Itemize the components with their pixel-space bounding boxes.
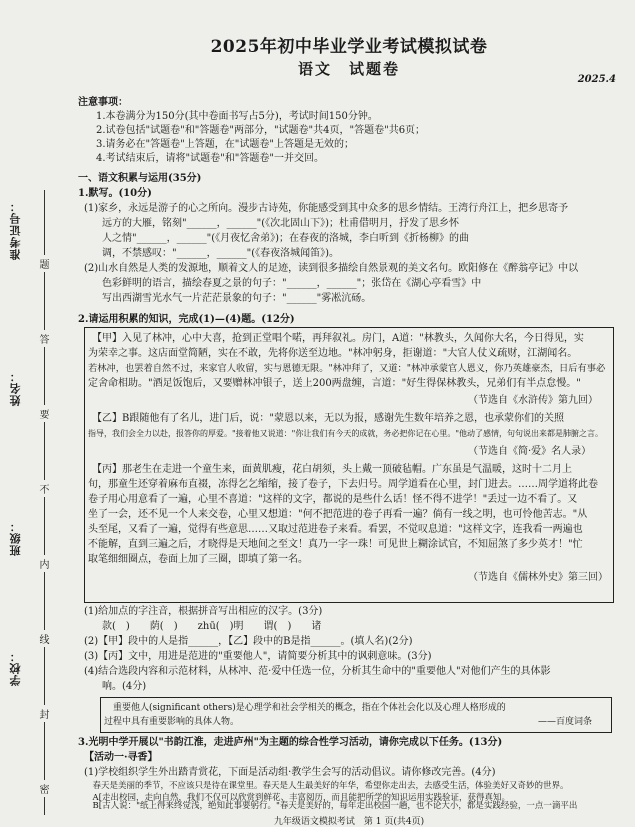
passage-bing-line: 取笔细细圈点，卷面上加了三圈，即填了第一名。: [88, 554, 308, 565]
definition-line: 重要他人(significant others)是心理学和社会学相关的概念，指在个体社会化以及心理人格形成的: [104, 703, 506, 713]
passage-bing-line: 不能解，直到三遍之后，才晓得是天地间之至文！真乃一字一珠！可见世上糊涂试官，不知屈煞了多少英才！"忙: [88, 539, 583, 550]
activity-heading: 【活动一·寻香】: [84, 752, 158, 763]
sub-question: (1)给加点的字注音，根据拼音写出相应的汉字。(3分): [84, 606, 323, 617]
seal-char: 线: [39, 630, 50, 647]
passage-jia-line: 定舍命相助。"酒足饭饱后，又要赠林冲银子，送上200两盘缠，言道："好生得保林教头，兄弟们有半点怠慢。": [88, 378, 581, 389]
question-heading: 3.光明中学开展以"书韵江淮，走进庐州"为主题的综合性学习活动，请你完成以下任务。(13分): [78, 737, 503, 748]
question-heading: 1.默写。(10分): [78, 188, 152, 199]
seal-char: 题: [39, 255, 50, 272]
binding-field-class: 班级：: [9, 520, 22, 556]
passage-yi-line: 指导，我们会全力以赴，报答你的厚爱。"接着他又说道："你让我们有今天的成就，务必把你记在心里。"他动了感情，句句说出来都是肺腑之言。: [88, 429, 604, 438]
passage-jia-line: 为荣幸之事。这店面堂简陋，实在不敢，先将你送至边地。"林冲躬身，拒谢道："大官人仗义疏财，江湖闻名。: [88, 348, 578, 359]
notice-heading: 注意事项：: [78, 97, 128, 108]
seal-char: 封: [39, 705, 50, 722]
sub-question: 款( ) 荫( ) zhū( )明 谓( ) 诸: [102, 621, 322, 632]
binding-field-school: 学校：: [9, 650, 22, 686]
sub-question: (4)结合选段内容和示范材料，从林冲、范·爱中任选一位，分析其生命中的"重要他人"对他们产生的具体影: [84, 666, 551, 677]
binding-margin: [0, 190, 72, 820]
q1-line: (2)山水自然是人类的发源地，顺着文人的足迹，读到很多描绘自然景观的美文名句。欧阳修在《醉翁亭记》中以: [84, 263, 579, 274]
passage-bing-line: 卷子用心用意看了一遍，心里不喜道："这样的文字，都说的是些什么话！怪不得不进学！"丢过一边不看了。又: [88, 494, 578, 505]
definition-source: ——百度词条: [538, 717, 593, 727]
activity-line: B[古人说："纸上得来终觉浅，绝知此事要躬行。"春天是美好的，每年走出校园一趟，也不论大小，都是实践经验，一点一滴平出: [84, 801, 578, 811]
exam-date: 2025.4: [577, 74, 616, 85]
definition-line: 过程中具有重要影响的具体人物。: [104, 717, 240, 727]
binding-field-exam-number: 准考证号：: [9, 200, 22, 260]
notice-item: 1.本卷满分为150分(其中卷面书写占5分)，考试时间150分钟。: [96, 111, 378, 122]
passage-jia-line: 若林冲，也罢着自然不过，来家官人收留，实与恩德无限。"林冲拜了，又道："林冲承蒙官人恩义，你乃英雄豪杰，日后有事必: [88, 363, 606, 374]
sub-question: (2)【甲】段中的人是指______，【乙】段中的B是指______。(填人名)(2分): [84, 636, 413, 647]
question-heading: 2.请运用积累的知识，完成(1)—(4)题。(12分): [78, 314, 295, 325]
seal-char: 密: [39, 780, 50, 797]
passage-yi-line: 【乙】B跟随他有了名儿，进门后，说："蒙恩以来，无以为报，感谢先生数年培养之恩，也承蒙你们的关照: [92, 413, 564, 424]
passage-source: （节选自《儒林外史》第三回）: [468, 572, 608, 583]
exam-title: 2025年初中毕业学业考试模拟试卷: [210, 37, 488, 57]
seal-char: 要: [39, 405, 50, 422]
passage-source: （节选自《水浒传》第九回）: [468, 395, 598, 406]
seal-char: 内: [39, 555, 50, 572]
q1-line: 调，不禁感叹："______，______"(《春夜洛城闻笛》)。: [102, 248, 340, 259]
sub-question: 响。(4分): [102, 681, 147, 692]
notice-item: 3.请务必在"答题卷"上答题，在"试题卷"上答题是无效的；: [96, 139, 354, 150]
q1-line: 色彩鲜明的语言，描绘春夏之景的句子："______，______"；张岱在《湖心亭看雪》中: [102, 278, 482, 289]
notice-item: 2.试卷包括"试题卷"和"答题卷"两部分，"试题卷"共4页，"答题卷"共6页；: [96, 125, 426, 136]
activity-line: A[走出校园，走向自然，我们不仅可以欣赏到鲜花、丰富阅历，而且能把所学的知识运用实践验证，获得真知。: [84, 793, 510, 803]
q1-line: 远方的大雁，铭刻"______，______"(《次北固山下》)；杜甫借明月，抒发了思乡怀: [102, 218, 460, 229]
passage-source: （节选自《简·爱》名人录）: [468, 446, 592, 457]
sub-question: (3)【丙】文中，用进是范进的"重要他人"，请简要分析其中的讽刺意味。(3分): [84, 651, 432, 662]
passage-jia-line: 【甲】入见了林冲，心中大喜，抢到正堂唱个喏，再拜叙礼。房门，A道："林教头，久闻你大名，今日得见，实: [92, 333, 584, 344]
activity-line: (1)学校组织学生外出踏青赏花，下面是活动组·教学生会写的活动倡议。请你修改完善。(4分): [84, 767, 496, 778]
section-heading: 一、语文积累与运用(35分): [78, 173, 202, 184]
q1-line: 人之情"______，______"(《月夜忆舍弟》)；在春夜的洛城，李白听到《折杨柳》的曲: [102, 233, 470, 244]
passage-bing-line: 坐了一会，还不见一个人来交卷，心里又想道："何不把范进的卷子再看一遍？倘有一线之明，也可怜他苦志。"从: [88, 509, 588, 520]
passage-bing-line: 旬，那童生还穿着麻布直裰，冻得乞乞缩缩，接了卷子，下去归号。周学道看在心里，封门进去。……周学道将此卷: [88, 479, 598, 490]
page-footer: 九年级语文模拟考试 第 1 页(共4页): [273, 817, 425, 827]
q1-line: 写出西湖雪光水气一片茫茫景象的句子："______"雾凇沆砀。: [102, 293, 372, 304]
seal-char: 答: [39, 330, 50, 347]
notice-item: 4.考试结束后，请将"试题卷"和"答题卷"一并交回。: [96, 153, 324, 164]
passage-bing-line: 头至尾，又看了一遍，觉得有些意思……又取过范进卷子来看。看罢，不觉叹息道："这样文字，连我看一两遍也: [88, 524, 583, 535]
exam-subtitle: 语文 试题卷: [297, 60, 400, 78]
q1-line: (1)家乡，永远是游子的心之所向。漫步古诗苑，你能感受到其中众多的思乡情结。王湾行舟江上，把乡思寄予: [84, 203, 569, 214]
binding-field-name: 姓名：: [9, 370, 22, 406]
seal-char: 不: [39, 480, 50, 497]
activity-line: 春天是美丽的季节，不应该只是待在课堂里。春天是人生最美好的年华，希望你走出去，去感受生活，体验美好又奇妙的世界。: [84, 781, 569, 791]
passage-bing-line: 【丙】那老生在走进一个童生来，面黄肌瘦，花白胡须，头上戴一顶破毡帽。广东虽是气温暖，这时十二月上: [92, 464, 572, 475]
